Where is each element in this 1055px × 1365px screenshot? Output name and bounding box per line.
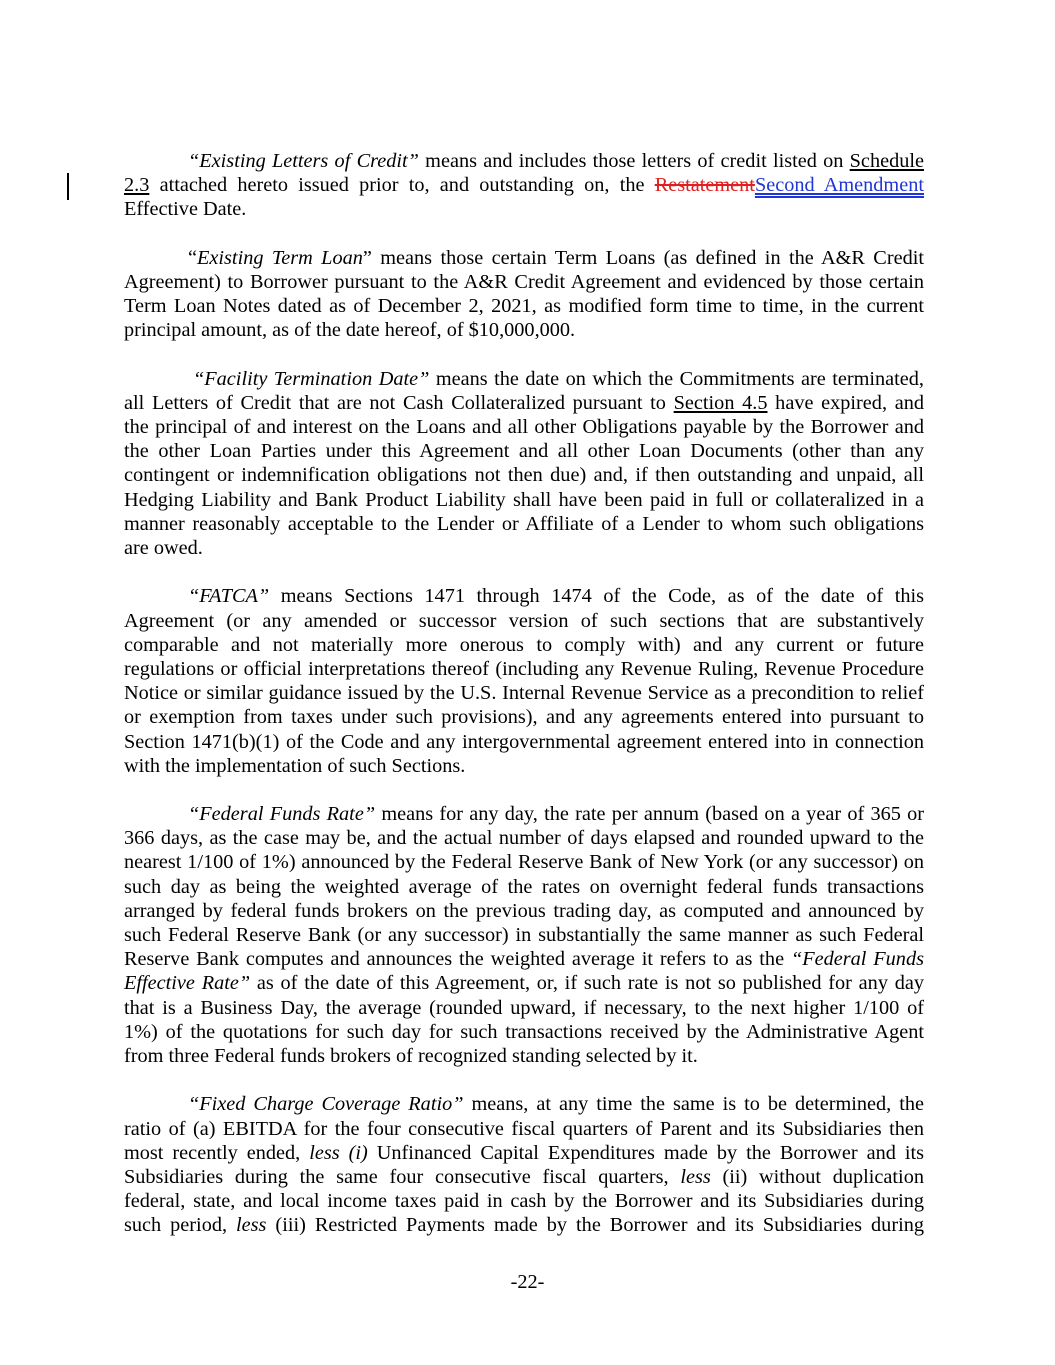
text-run: manner reasonably acceptable to the Lender or Affiliate of a Lender to whom such obligations <box>124 512 924 535</box>
defined-term-italic: “Facility Termination Date” <box>193 367 430 390</box>
text-line <box>124 826 924 850</box>
text-line <box>124 536 924 560</box>
text-run: ratio of (a) EBITDA for the four consecutive fiscal quarters of Parent and its Subsidiaries then <box>124 1117 924 1140</box>
text-run: 1%) of the quotations for such day for such transactions received by the Administrative Agent <box>124 1020 924 1043</box>
text-line <box>124 197 924 221</box>
text-line <box>124 1092 924 1116</box>
text-run: regulations or official interpretations thereof (including any Revenue Ruling, Revenue Procedure <box>124 657 924 680</box>
text-run: “ <box>188 246 198 269</box>
text-line <box>124 971 924 995</box>
text-run: means the date on which the Commitments are terminated, <box>429 367 925 390</box>
text-run: means and includes those letters of credit listed on <box>418 150 850 172</box>
text-line <box>124 1189 924 1213</box>
text-line <box>124 609 924 633</box>
text-line <box>124 488 924 512</box>
cross-reference-underlined: 2.3 <box>124 174 150 197</box>
text-run: Subsidiaries during the same four consecutive fiscal quarters, <box>124 1165 681 1188</box>
inserted-text: Second Amendment <box>754 174 924 197</box>
text-line <box>124 850 924 874</box>
defined-term-italic: less <box>236 1214 267 1237</box>
text-line <box>124 1141 924 1165</box>
text-run: attached hereto issued prior to, and outstanding on, the <box>149 174 655 197</box>
text-line <box>124 463 924 487</box>
text-run: federal, state, and local income taxes paid in cash by the Borrower and its Subsidiaries during <box>124 1190 924 1213</box>
defined-term-italic: “Fixed Charge Coverage Ratio” <box>188 1093 464 1116</box>
defined-term-italic: Existing Term Loan <box>197 246 363 269</box>
text-line <box>124 1020 924 1044</box>
text-line <box>124 875 924 899</box>
defined-term-italic: “Federal Funds <box>790 948 924 971</box>
text-run: Reserve Bank computes and announces the weighted average it refers to as the <box>124 948 791 971</box>
cross-reference-underlined: Section 4.5 <box>673 391 768 414</box>
text-run: Term Loan Notes dated as of December 2, 2021, as modified form time to time, in the current <box>124 295 924 318</box>
text-run: ” means those certain Term Loans (as defined in the A&R Credit <box>362 246 924 269</box>
text-run: as of the date of this Agreement, or, if such rate is not so published for any day <box>250 972 924 995</box>
definition-paragraph <box>124 149 924 222</box>
text-line <box>124 681 924 705</box>
text-line <box>124 367 924 391</box>
text-run: from three Federal funds brokers of recognized standing selected by it. <box>124 1044 698 1067</box>
text-line <box>124 633 924 657</box>
text-run: principal amount, as of the date hereof, of $10,000,000. <box>124 319 576 342</box>
text-run: all Letters of Credit that are not Cash Collateralized pursuant to <box>124 391 674 414</box>
deleted-text: Restatement <box>654 174 755 197</box>
defined-term-italic: less <box>680 1165 711 1188</box>
text-run: such period, <box>124 1214 237 1237</box>
text-run: (iii) Restricted Payments made by the Borrower and its Subsidiaries during <box>266 1214 924 1237</box>
text-run: Effective Date. <box>124 198 247 221</box>
text-line <box>124 439 924 463</box>
text-line <box>124 149 924 173</box>
definition-paragraph <box>124 246 924 343</box>
text-line <box>124 730 924 754</box>
text-line <box>124 754 924 778</box>
text-run: arranged by federal funds brokers on the previous trading day, as computed and announced by <box>124 899 924 922</box>
text-line <box>124 923 924 947</box>
text-line <box>124 657 924 681</box>
text-line <box>124 705 924 729</box>
text-line <box>124 802 924 826</box>
text-run: means Sections 1471 through 1474 of the Code, as of the date of this <box>269 585 924 608</box>
definition-paragraph <box>124 584 924 778</box>
text-run: Unfinanced Capital Expenditures made by the Borrower and its <box>367 1141 924 1164</box>
text-run: Agreement) to Borrower pursuant to the A&R Credit Agreement and evidenced by those certain <box>124 270 924 293</box>
page-number: -22- <box>510 1271 545 1293</box>
text-run: such Federal Reserve Bank (or any successor) in substantially the same manner as such Federal <box>124 924 924 946</box>
text-run: nearest 1/100 of 1%) announced by the Federal Reserve Bank of New York (or any successor) on <box>124 851 924 874</box>
text-run: Section 1471(b)(1) of the Code and any intergovernmental agreement entered into in connection <box>124 730 924 753</box>
defined-term-italic: Effective Rate” <box>124 972 251 995</box>
text-line <box>124 996 924 1020</box>
text-run: contingent or indemnification obligations not then due) and, if then outstanding and unpaid, all <box>124 464 924 487</box>
text-run: 366 days, as the case may be, and the actual number of days elapsed and rounded upward to the <box>124 827 924 850</box>
text-run: have expired, and <box>767 391 924 414</box>
text-line <box>124 1044 924 1068</box>
text-line <box>124 294 924 318</box>
document-body <box>124 149 924 1237</box>
text-line <box>124 1213 924 1237</box>
text-line <box>124 173 924 197</box>
text-run: comparable and not materially more onerous to comply with) and any current or future <box>124 633 924 656</box>
text-line <box>124 899 924 923</box>
text-run: are owed. <box>124 537 203 559</box>
text-line <box>124 270 924 294</box>
text-line <box>124 1117 924 1141</box>
text-run: the other Loan Parties under this Agreement and all other Loan Documents (other than any <box>124 440 924 463</box>
definition-paragraph <box>124 802 924 1068</box>
text-run: that is a Business Day, the average (rounded upward, if necessary, to the next higher 1/100 of <box>124 996 924 1019</box>
text-line <box>124 415 924 439</box>
defined-term-italic: “Existing Letters of Credit” <box>188 150 419 172</box>
text-run: means, at any time the same is to be determined, the <box>463 1093 924 1116</box>
text-line <box>124 584 924 608</box>
text-run: Agreement (or any amended or successor version of such sections that are substantively <box>124 609 924 632</box>
text-run: or exemption from taxes under such provisions), and any agreements entered into pursuant to <box>124 706 924 729</box>
defined-term-italic: less (i) <box>309 1141 368 1164</box>
text-run: Notice or similar guidance issued by the U.S. Internal Revenue Service as a precondition to relief <box>124 682 924 705</box>
cross-reference-underlined: Schedule <box>849 150 924 172</box>
text-line <box>124 947 924 971</box>
definition-paragraph <box>124 1092 924 1237</box>
definition-paragraph <box>124 367 924 561</box>
defined-term-italic: “FATCA” <box>188 585 270 608</box>
text-line <box>124 246 924 270</box>
text-run: means for any day, the rate per annum (based on a year of 365 or <box>375 803 924 826</box>
text-line <box>124 391 924 415</box>
text-line <box>124 1165 924 1189</box>
text-line <box>124 512 924 536</box>
text-run: with the implementation of such Sections. <box>124 754 466 777</box>
text-run: such day as being the weighted average of the rates on overnight federal funds transactions <box>124 875 924 898</box>
revision-change-bar <box>67 173 69 200</box>
text-run: Hedging Liability and Bank Product Liability shall have been paid in full or collateralized in a <box>124 488 924 511</box>
text-run: the principal of and interest on the Loans and all other Obligations payable by the Borrower and <box>124 416 924 439</box>
defined-term-italic: “Federal Funds Rate” <box>188 803 376 826</box>
text-run: (ii) without duplication <box>710 1165 924 1188</box>
text-line <box>124 318 924 342</box>
text-run: most recently ended, <box>124 1141 310 1164</box>
